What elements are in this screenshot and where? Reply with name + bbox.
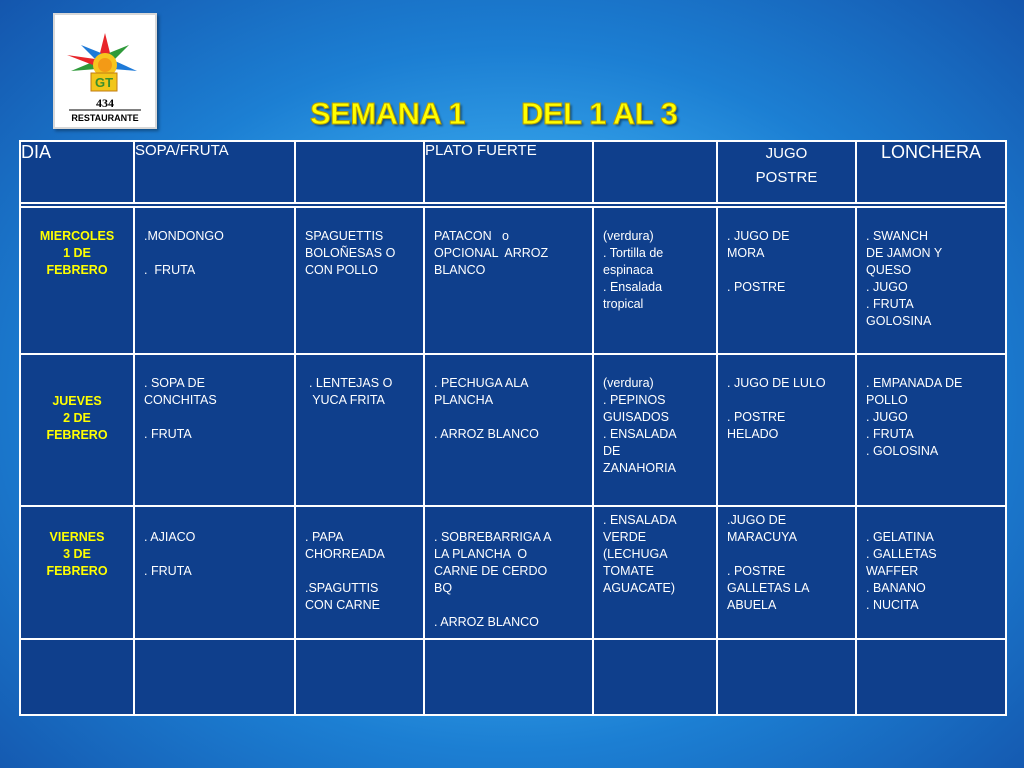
sopa-text: . AJIACO . FRUTA bbox=[144, 530, 196, 578]
menu-cell bbox=[295, 639, 424, 715]
day-label: MIERCOLES 1 DE FEBRERO bbox=[39, 229, 115, 277]
title-week: SEMANA 1 bbox=[310, 96, 466, 131]
menu-cell bbox=[295, 354, 424, 506]
table-row bbox=[20, 354, 1006, 506]
menu-cell bbox=[424, 354, 593, 506]
menu-cell bbox=[593, 506, 717, 639]
menu-cell bbox=[134, 207, 295, 354]
col5-text bbox=[594, 640, 716, 660]
plato-text: PATACON o OPCIONAL ARROZ BLANCO bbox=[434, 229, 549, 277]
menu-cell bbox=[134, 506, 295, 639]
table-row bbox=[20, 207, 1006, 354]
menu-cell bbox=[717, 639, 856, 715]
day-label: VIERNES 3 DE FEBRERO bbox=[46, 530, 108, 578]
col3-text: . PAPA CHORREADA .SPAGUTTIS CON CARNE bbox=[305, 530, 385, 612]
sopa-text bbox=[135, 640, 294, 660]
menu-cell bbox=[295, 207, 424, 354]
header-col5 bbox=[593, 141, 717, 203]
header-col3 bbox=[295, 141, 424, 203]
menu-table bbox=[19, 140, 1007, 716]
menu-cell bbox=[593, 207, 717, 354]
menu-cell bbox=[424, 639, 593, 715]
table-row bbox=[20, 506, 1006, 639]
menu-cell bbox=[856, 207, 1006, 354]
page-title bbox=[310, 96, 677, 136]
menu-cell bbox=[717, 354, 856, 506]
header-jugo-postre: JUGO POSTRE bbox=[717, 141, 856, 203]
col5-text: . ENSALADA VERDE (LECHUGA TOMATE AGUACATE) bbox=[603, 513, 677, 595]
day-cell bbox=[20, 207, 134, 354]
jugo-text: .JUGO DE MARACUYA . POSTRE GALLETAS LA ABUELA bbox=[727, 513, 810, 612]
day-cell bbox=[20, 354, 134, 506]
jugo-text: . JUGO DE LULO . POSTRE HELADO bbox=[727, 376, 826, 441]
day-label: JUEVES 2 DE FEBRERO bbox=[46, 394, 108, 442]
menu-cell bbox=[134, 639, 295, 715]
restaurant-logo bbox=[53, 13, 157, 129]
day-cell bbox=[20, 506, 134, 639]
jugo-text bbox=[718, 640, 855, 660]
logo-name: RESTAURANTE bbox=[71, 113, 139, 123]
menu-cell bbox=[134, 354, 295, 506]
logo-number: 434 bbox=[96, 96, 114, 110]
title-range: DEL 1 AL 3 bbox=[521, 96, 678, 131]
menu-cell bbox=[717, 506, 856, 639]
col3-text: SPAGUETTIS BOLOÑESAS O CON POLLO bbox=[305, 229, 396, 277]
menu-cell bbox=[295, 506, 424, 639]
col3-text: . LENTEJAS O YUCA FRITA bbox=[308, 376, 393, 407]
lonchera-text bbox=[857, 640, 1005, 660]
table-row bbox=[20, 639, 1006, 715]
lonchera-text: . GELATINA . GALLETAS WAFFER . BANANO . NUCITA bbox=[866, 530, 937, 612]
menu-cell bbox=[593, 639, 717, 715]
header-lonchera: LONCHERA bbox=[856, 141, 1006, 203]
plato-text: . SOBREBARRIGA A LA PLANCHA O CARNE DE CERDO BQ . ARROZ BLANCO bbox=[434, 530, 552, 629]
menu-cell bbox=[856, 506, 1006, 639]
header-dia: DIA bbox=[20, 141, 134, 203]
sopa-text: . SOPA DE CONCHITAS . FRUTA bbox=[144, 376, 217, 441]
col5-text: (verdura) . Tortilla de espinaca . Ensalada tropical bbox=[603, 229, 664, 311]
header-sopa-fruta: SOPA/FRUTA bbox=[134, 141, 295, 203]
plato-text: . PECHUGA ALA PLANCHA . ARROZ BLANCO bbox=[434, 376, 539, 441]
col5-text: (verdura) . PEPINOS GUISADOS . ENSALADA DE ZANAHORIA bbox=[603, 376, 677, 475]
header-plato-fuerte: PLATO FUERTE bbox=[424, 141, 593, 203]
lonchera-text: . EMPANADA DE POLLO . JUGO . FRUTA . GOLOSINA bbox=[866, 376, 963, 458]
table-header-row bbox=[20, 141, 1006, 203]
jugo-text: . JUGO DE MORA . POSTRE bbox=[727, 229, 790, 294]
menu-cell bbox=[424, 207, 593, 354]
plato-text bbox=[425, 640, 592, 660]
lonchera-text: . SWANCH DE JAMON Y QUESO . JUGO . FRUTA GOLOSINA bbox=[866, 229, 943, 328]
menu-cell bbox=[856, 354, 1006, 506]
col3-text bbox=[296, 640, 423, 660]
day-cell bbox=[20, 639, 134, 715]
menu-cell bbox=[856, 639, 1006, 715]
menu-cell bbox=[593, 354, 717, 506]
menu-cell bbox=[717, 207, 856, 354]
logo-mark: GT bbox=[94, 75, 114, 90]
menu-cell bbox=[424, 506, 593, 639]
sopa-text: .MONDONGO . FRUTA bbox=[144, 229, 224, 277]
logo-emblem bbox=[55, 15, 155, 127]
